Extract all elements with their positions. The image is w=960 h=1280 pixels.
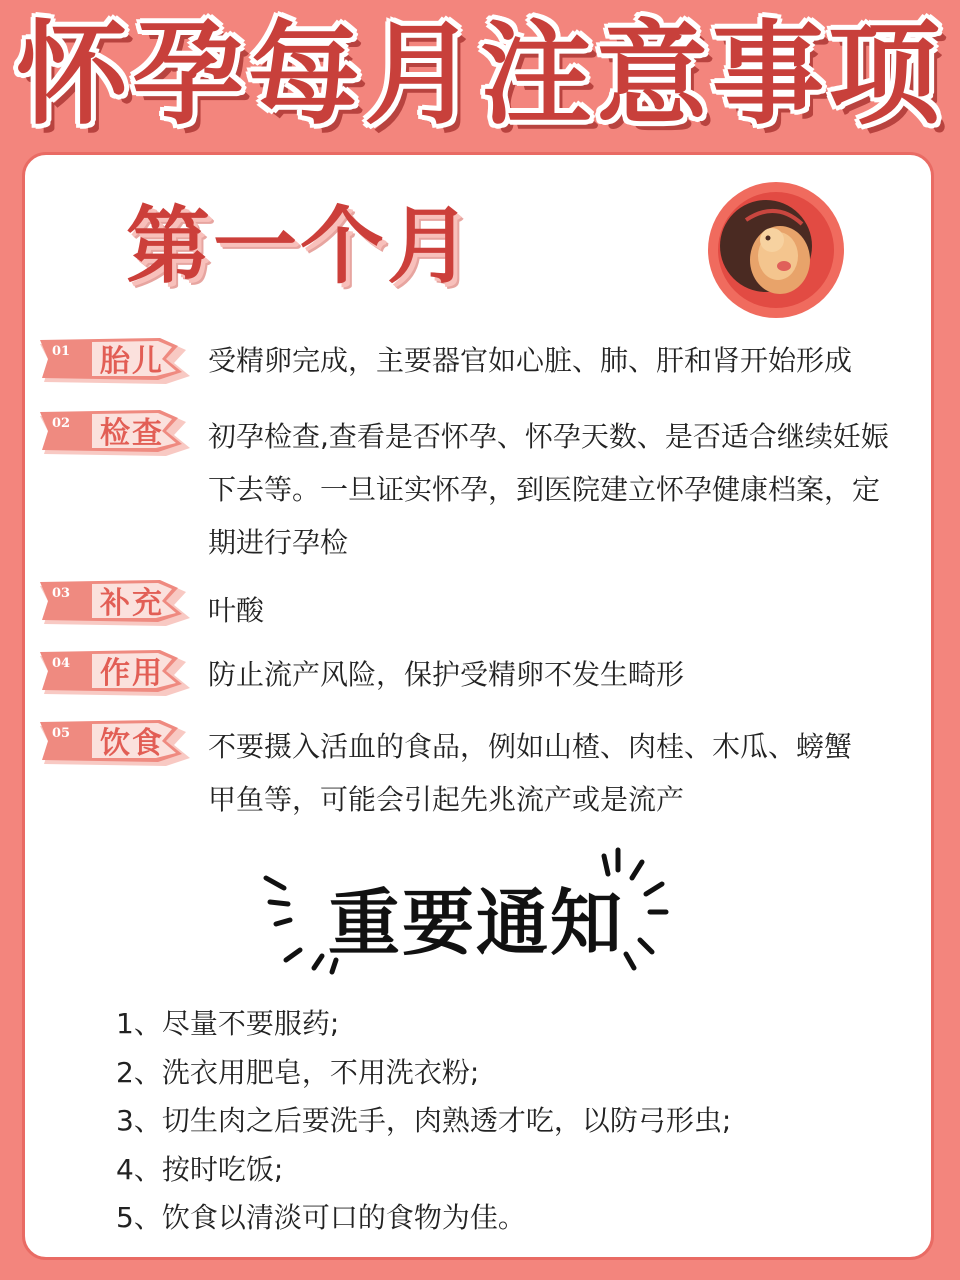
section-tag <box>40 720 190 770</box>
section-label: 检查 <box>100 416 164 451</box>
section-tag <box>40 338 190 388</box>
list-item: 1、尽量不要服药; <box>116 1007 340 1040</box>
section-description: 不要摄入活血的食品，例如山楂、肉桂、木瓜、螃蟹 甲鱼等，可能会引起先兆流产或是流产 <box>208 730 853 816</box>
list-item: 3、切生肉之后要洗手，肉熟透才吃，以防弓形虫; <box>116 1104 732 1137</box>
section-label: 胎儿 <box>100 344 164 379</box>
notice-title: 重要通知 <box>327 881 624 965</box>
embryo-illustration-icon <box>706 180 846 320</box>
notice-heading <box>262 840 682 990</box>
section-description: 初孕检查,查看是否怀孕、怀孕天数、是否适合继续妊娠 下去等。一旦证实怀孕，到医院建立怀孕健康档案，定 期进行孕检 <box>208 420 889 559</box>
section-number: 05 <box>52 726 71 741</box>
list-item: 2、洗衣用肥皂，不用洗衣粉; <box>116 1055 480 1089</box>
section-number: 01 <box>52 344 71 359</box>
list-item: 5、饮食以清淡可口的食物为佳。 <box>116 1201 526 1234</box>
section-number: 02 <box>52 416 71 431</box>
section-description: 受精卵完成，主要器官如心脏、肺、肝和肾开始形成 <box>208 344 853 377</box>
section-tag <box>40 650 190 700</box>
notice-list <box>116 1000 896 1243</box>
page-title: 怀孕每月注意事项 <box>16 10 944 140</box>
list-item: 4、按时吃饭; <box>116 1152 284 1186</box>
section-description: 防止流产风险，保护受精卵不发生畸形 <box>208 658 685 691</box>
section-tag <box>40 410 190 460</box>
section-number: 03 <box>52 586 71 601</box>
section-number: 04 <box>52 656 71 671</box>
section-label: 补充 <box>100 586 164 621</box>
month-heading: 第一个月 <box>126 197 475 295</box>
section-label: 饮食 <box>100 726 164 761</box>
section-tag <box>40 580 190 630</box>
section-label: 作用 <box>100 656 164 691</box>
section-description: 叶酸 <box>208 594 265 627</box>
